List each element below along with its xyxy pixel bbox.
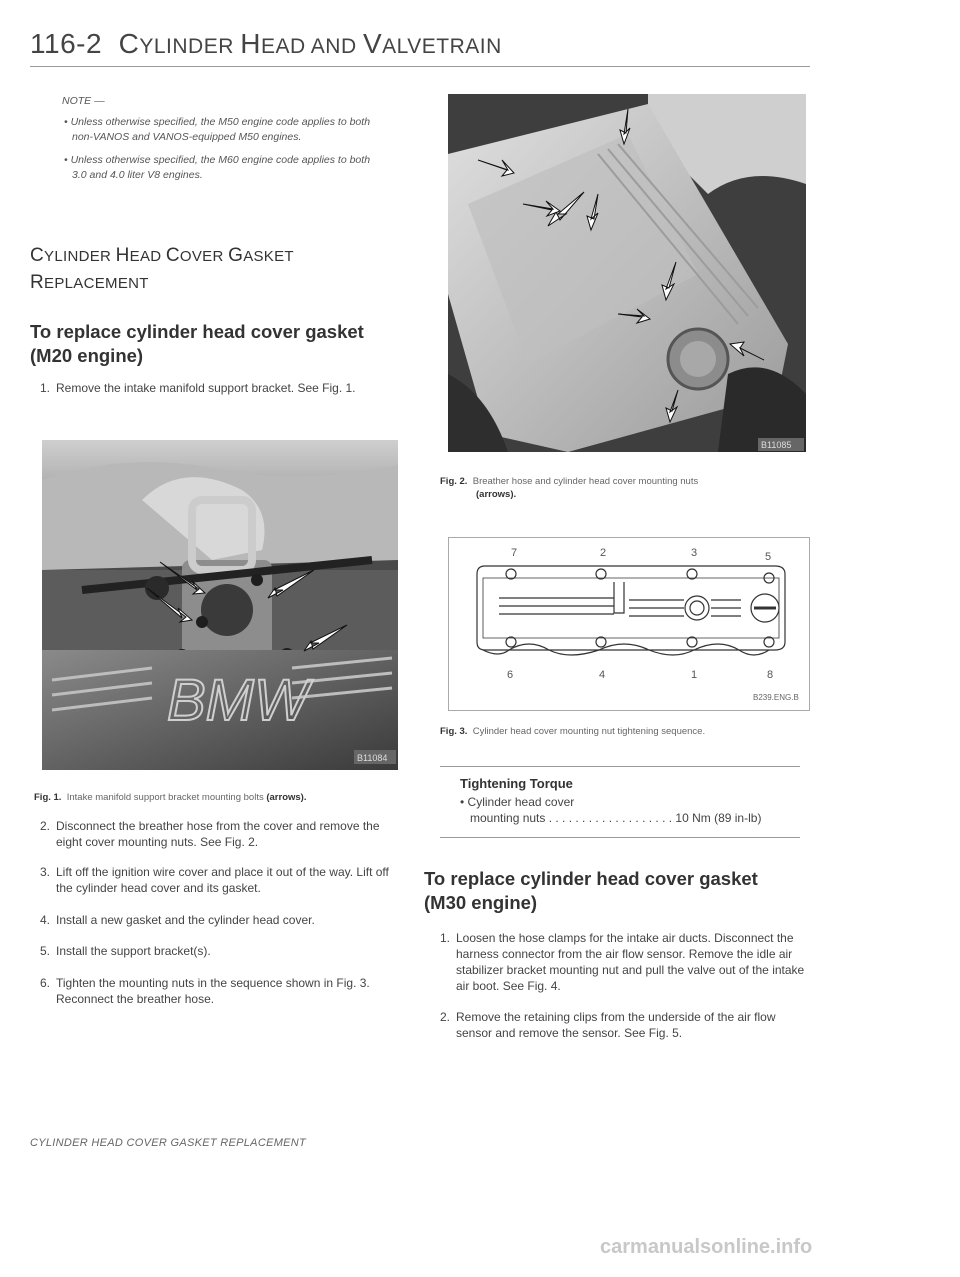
- torque-item: • Cylinder head cover: [460, 795, 575, 809]
- m30-step-1: 1. Loosen the hose clamps for the intake air ducts. Disconnect the harness connector from the air flow sensor. Remove the idle air stabilizer bracket mounting nut and pull the valve out of the intake air boot. See Fig. 4.: [439, 931, 805, 993]
- cylinder-head-cover-photo: [448, 94, 806, 452]
- m20-step-4: 4. Install a new gasket and the cylinder head cover.: [39, 913, 315, 927]
- header-rule: [30, 66, 810, 67]
- torque-spec: [460, 776, 761, 826]
- torque-title: Tightening Torque: [460, 776, 573, 791]
- fig2-label: Fig. 2.: [440, 476, 468, 487]
- m20-procedure-title: To replace cylinder head cover gasket (M20 engine): [30, 321, 364, 366]
- seq-number: 5: [765, 551, 772, 563]
- fig1-caption: Fig. 1. Intake manifold support bracket mounting bolts (arrows).: [34, 792, 307, 803]
- header-title: CYLINDER HEAD AND VALVETRAIN: [118, 28, 502, 59]
- note-item: • Unless otherwise specified, the M60 engine code applies to both 3.0 and 4.0 liter V8 engines.: [64, 154, 371, 181]
- svg-text:BMW: BMW: [167, 668, 309, 733]
- torque-rule-bottom: [440, 837, 800, 838]
- fig3-label: Fig. 3.: [440, 726, 468, 737]
- m20-step-5: 5. Install the support bracket(s).: [39, 944, 211, 958]
- fig3-diagram: [448, 537, 810, 711]
- seq-number: 4: [599, 669, 606, 681]
- m20-step-3: 3. Lift off the ignition wire cover and place it out of the way. Lift off the cylinder head cover and its gasket.: [39, 865, 389, 895]
- fig1-photo: [42, 440, 398, 770]
- m20-step-1: 1. Remove the intake manifold support bracket. See Fig. 1.: [39, 381, 356, 395]
- note-item: • Unless otherwise specified, the M50 engine code applies to both non-VANOS and VANOS-equipped M50 engines.: [64, 116, 371, 143]
- watermark: carmanualsonline.info: [600, 1236, 813, 1258]
- note-title: NOTE —: [62, 95, 105, 107]
- fig3-code: B239.ENG.B: [753, 693, 799, 702]
- fig2-code: B11085: [761, 440, 792, 450]
- seq-number: 3: [691, 547, 698, 559]
- page-number: 116-2: [30, 28, 103, 59]
- fig3-caption: Fig. 3. Cylinder head cover mounting nut tightening sequence.: [440, 726, 706, 737]
- seq-number: 1: [691, 669, 698, 681]
- seq-number: 6: [507, 669, 514, 681]
- page-header: [30, 28, 502, 60]
- section-title: CYLINDER HEAD COVER GASKET REPLACEMENT: [30, 245, 294, 293]
- fig2-caption: Fig. 2. Breather hose and cylinder head cover mounting nuts (arrows).: [440, 476, 699, 500]
- seq-number: 8: [767, 669, 774, 681]
- seq-number: 2: [600, 547, 607, 559]
- note-block: [62, 94, 382, 191]
- m30-procedure-title: To replace cylinder head cover gasket (M30 engine): [424, 868, 758, 913]
- torque-rule-top: [440, 766, 800, 767]
- fig1-label: Fig. 1.: [34, 792, 62, 803]
- page-footer: CYLINDER HEAD COVER GASKET REPLACEMENT: [30, 1137, 307, 1149]
- fig2-photo: [448, 94, 806, 452]
- fig1-code: B11084: [357, 753, 388, 763]
- m30-step-2: 2. Remove the retaining clips from the underside of the air flow sensor and remove the sensor. See Fig. 5.: [439, 1010, 776, 1040]
- intake-manifold-photo: [42, 440, 398, 770]
- m20-step-2: 2. Disconnect the breather hose from the cover and remove the eight cover mounting nuts. See Fig. 2.: [39, 819, 380, 849]
- tightening-sequence-diagram: [449, 538, 809, 710]
- torque-value: mounting nuts . . . . . . . . . . . . . . . . . . . 10 Nm (89 in-lb): [470, 811, 762, 825]
- m20-step-6: 6. Tighten the mounting nuts in the sequence shown in Fig. 3. Reconnect the breather hose.: [39, 976, 370, 1006]
- seq-number: 7: [511, 547, 518, 559]
